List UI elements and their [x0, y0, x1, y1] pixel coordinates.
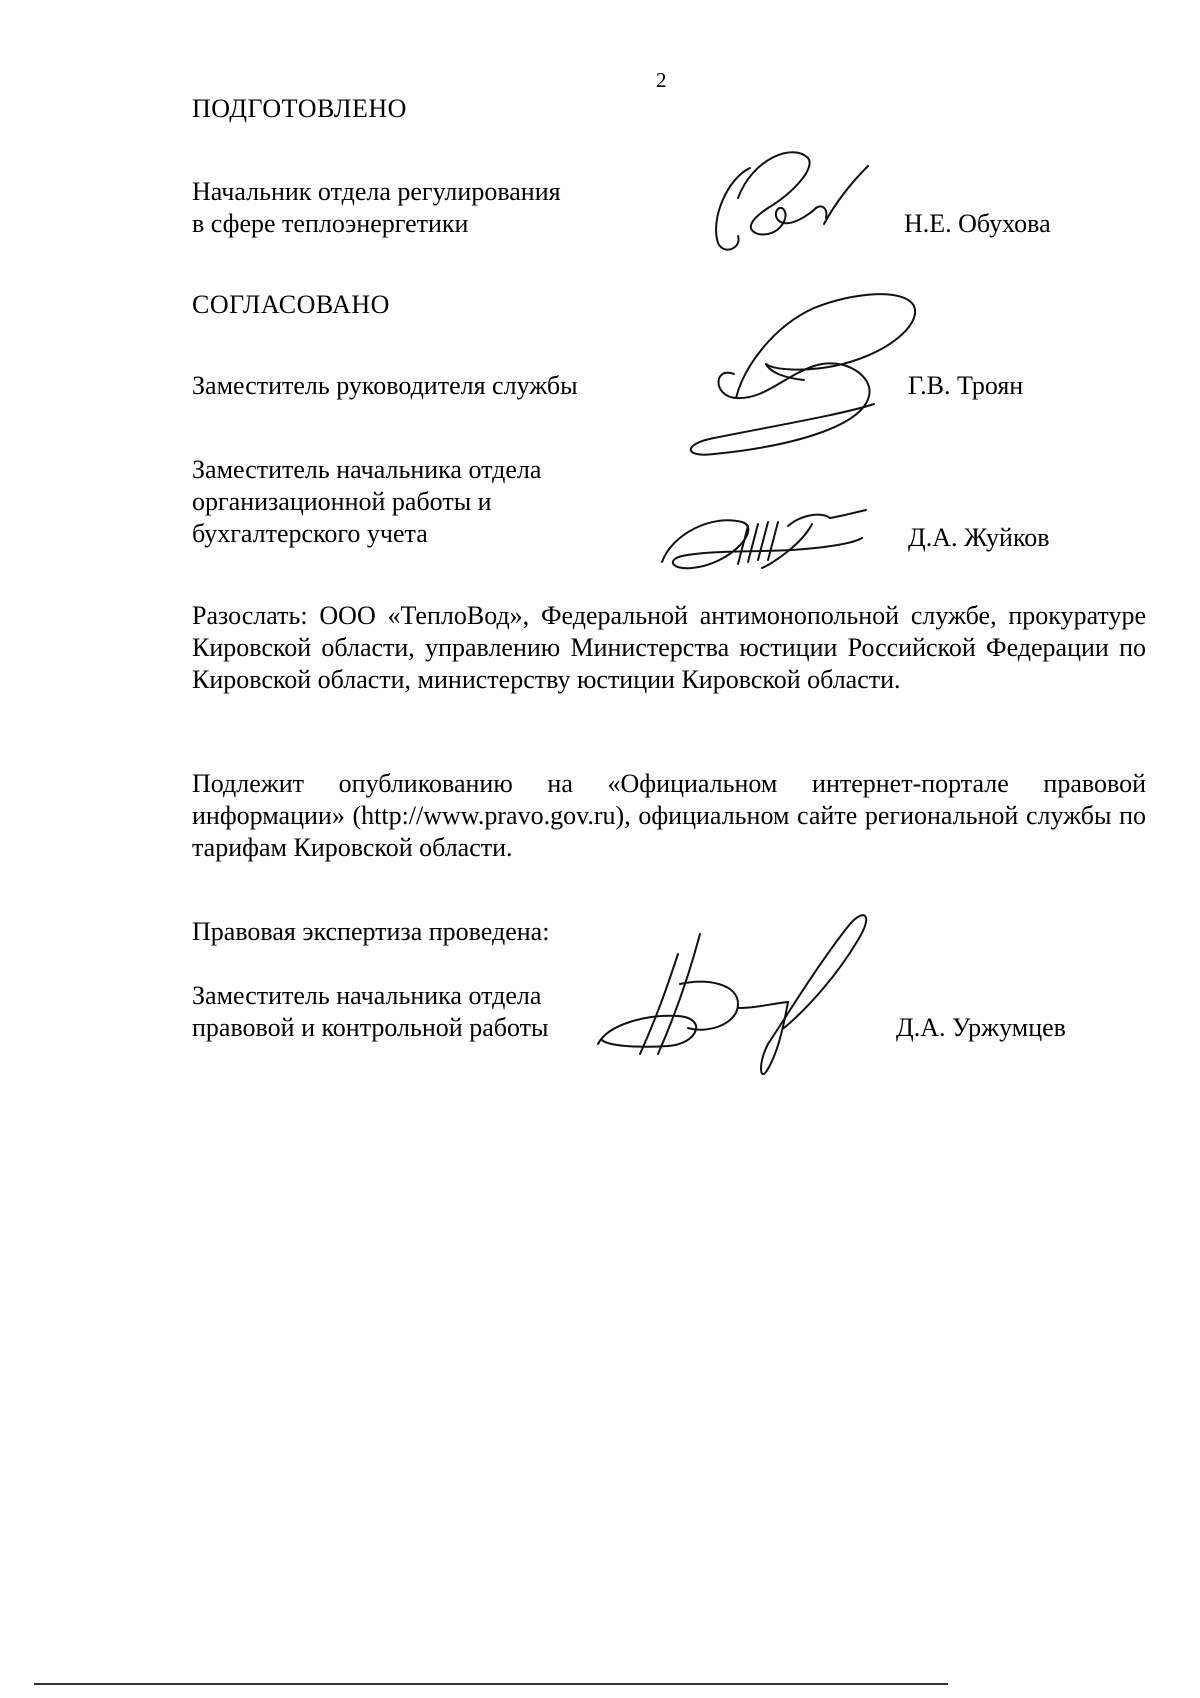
- agreed-role-line: бухгалтерского учета: [192, 519, 428, 548]
- agreed-role-2: [192, 454, 541, 550]
- agreed-signer-1: Г.В. Троян: [908, 371, 1024, 400]
- prepared-role: [192, 176, 561, 240]
- prepared-role-line: Начальник отдела регулирования: [192, 177, 561, 206]
- prepared-heading: ПОДГОТОВЛЕНО: [192, 94, 407, 123]
- signature-troyan: [674, 286, 934, 466]
- page-number: 2: [656, 68, 667, 92]
- publication-paragraph: Подлежит опубликованию на «Официальном интернет-портале правовой информации» (http://www.pravo.gov.ru), официальном сайте региональной службы по тарифам Кировской области.: [192, 769, 1146, 862]
- bottom-rule: [34, 1683, 948, 1685]
- legal-review-role: [192, 980, 548, 1044]
- signature-zhuikov: [652, 504, 882, 584]
- agreed-signer-2: Д.А. Жуйков: [908, 523, 1050, 552]
- agreed-role-line: организационной работы и: [192, 487, 492, 516]
- agreed-role-line: Заместитель руководителя службы: [192, 371, 578, 400]
- signature-obukhova: [698, 138, 878, 258]
- agreed-heading: СОГЛАСОВАНО: [192, 290, 390, 319]
- agreed-role-1: [192, 370, 578, 402]
- legal-review-heading-text: Правовая экспертиза проведена:: [192, 917, 550, 946]
- legal-review-role-line: Заместитель начальника отдела: [192, 981, 542, 1010]
- legal-review-signer: Д.А. Уржумцев: [896, 1013, 1066, 1042]
- prepared-signer: Н.Е. Обухова: [904, 209, 1051, 238]
- prepared-role-line: в сфере теплоэнергетики: [192, 209, 469, 238]
- distribution-paragraph: Разослать: ООО «ТеплоВод», Федеральной антимонопольной службе, прокуратуре Кировской области, управлению Министерства юстиции Российской Федерации по Кировской области, министерству юстиции Кировской области.: [192, 601, 1146, 694]
- legal-review-role-line: правовой и контрольной работы: [192, 1013, 549, 1042]
- agreed-role-line: Заместитель начальника отдела: [192, 455, 542, 484]
- signature-urzhumtsev: [588, 904, 888, 1074]
- legal-review-heading: [192, 916, 549, 948]
